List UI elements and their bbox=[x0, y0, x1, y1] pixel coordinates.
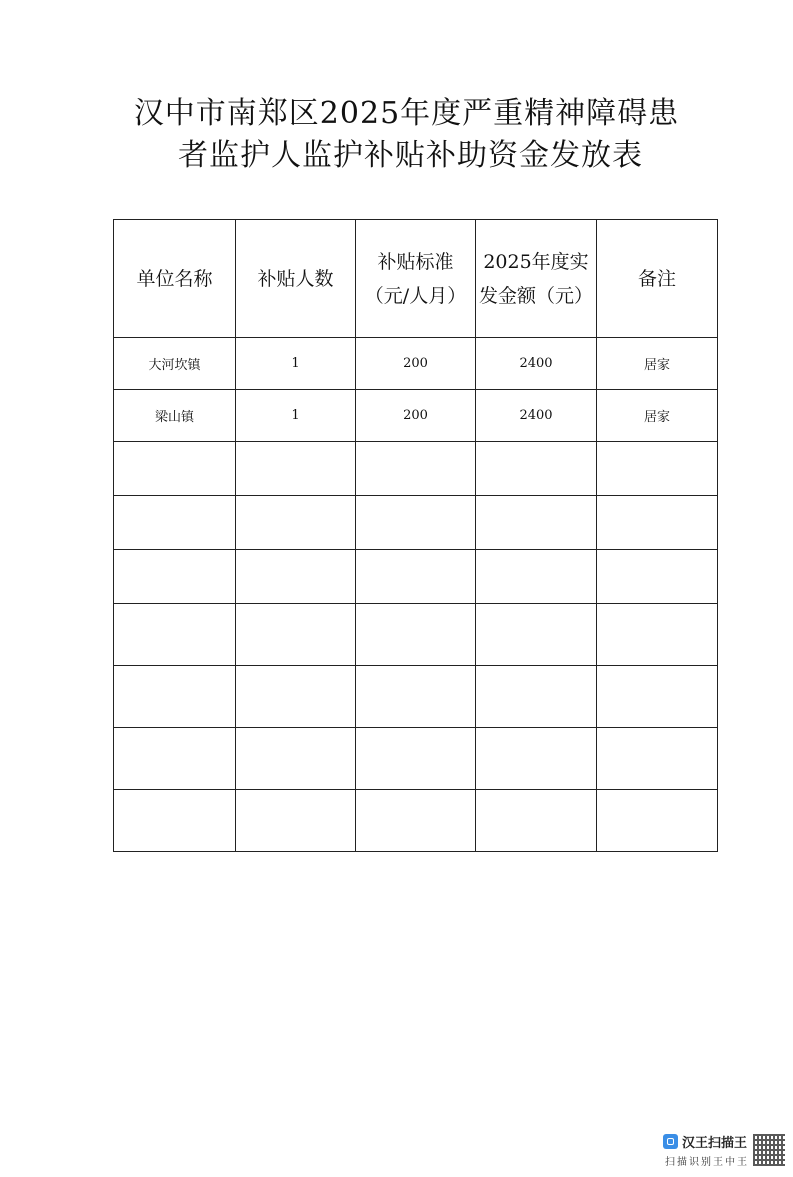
header-actual-amount-line1: 2025年度实 bbox=[483, 250, 589, 273]
empty-cell bbox=[597, 666, 718, 728]
cell-unit-name: 大河坎镇 bbox=[114, 338, 236, 390]
empty-cell bbox=[114, 496, 236, 550]
empty-cell bbox=[236, 604, 356, 666]
empty-cell bbox=[597, 442, 718, 496]
empty-cell bbox=[597, 496, 718, 550]
scanner-watermark bbox=[663, 1134, 787, 1168]
empty-cell bbox=[114, 550, 236, 604]
cell-subsidy-count: 1 bbox=[236, 338, 356, 390]
header-subsidy-count-text: 补贴人数 bbox=[257, 267, 334, 290]
empty-cell bbox=[236, 790, 356, 852]
empty-table-row bbox=[114, 790, 718, 852]
header-unit-name-text: 单位名称 bbox=[136, 267, 213, 290]
empty-cell bbox=[236, 666, 356, 728]
empty-cell bbox=[356, 790, 476, 852]
empty-cell bbox=[356, 604, 476, 666]
header-subsidy-standard-line2: （元/人月） bbox=[364, 284, 467, 307]
empty-cell bbox=[356, 496, 476, 550]
subsidy-table bbox=[113, 219, 718, 852]
header-subsidy-standard bbox=[356, 220, 476, 338]
document-title-line1: 汉中市南郑区2025年度严重精神障碍患 bbox=[133, 96, 680, 131]
cell-subsidy-count: 1 bbox=[236, 390, 356, 442]
empty-cell bbox=[476, 604, 597, 666]
scanner-logo-icon bbox=[663, 1134, 678, 1149]
empty-cell bbox=[114, 666, 236, 728]
empty-cell bbox=[114, 728, 236, 790]
table-row bbox=[114, 390, 718, 442]
header-remarks bbox=[597, 220, 718, 338]
empty-cell bbox=[476, 666, 597, 728]
header-remarks-text: 备注 bbox=[637, 267, 676, 290]
empty-table-row bbox=[114, 728, 718, 790]
qr-code-icon bbox=[753, 1134, 785, 1166]
cell-remarks: 居家 bbox=[597, 338, 718, 390]
empty-cell bbox=[114, 790, 236, 852]
empty-table-row bbox=[114, 604, 718, 666]
empty-cell bbox=[236, 496, 356, 550]
table-row bbox=[114, 338, 718, 390]
empty-cell bbox=[236, 550, 356, 604]
watermark-brand: 汉王扫描王 bbox=[682, 1136, 748, 1151]
cell-actual-amount: 2400 bbox=[476, 390, 597, 442]
empty-cell bbox=[476, 550, 597, 604]
empty-cell bbox=[597, 604, 718, 666]
header-subsidy-standard-line1: 补贴标准 bbox=[377, 250, 454, 273]
cell-unit-name: 梁山镇 bbox=[114, 390, 236, 442]
empty-cell bbox=[597, 550, 718, 604]
empty-cell bbox=[356, 728, 476, 790]
watermark-slogan: 扫描识别王中王 bbox=[665, 1157, 749, 1168]
empty-cell bbox=[236, 442, 356, 496]
empty-cell bbox=[114, 604, 236, 666]
empty-cell bbox=[236, 728, 356, 790]
empty-cell bbox=[356, 550, 476, 604]
header-unit-name bbox=[114, 220, 236, 338]
table-header-row bbox=[114, 220, 718, 338]
header-actual-amount-line2: 发金额（元） bbox=[478, 284, 593, 307]
empty-table-row bbox=[114, 496, 718, 550]
empty-cell bbox=[356, 666, 476, 728]
cell-subsidy-standard: 200 bbox=[356, 390, 476, 442]
empty-table-row bbox=[114, 666, 718, 728]
empty-cell bbox=[476, 442, 597, 496]
empty-table-row bbox=[114, 550, 718, 604]
cell-subsidy-standard: 200 bbox=[356, 338, 476, 390]
empty-cell bbox=[114, 442, 236, 496]
header-subsidy-count bbox=[236, 220, 356, 338]
empty-cell bbox=[476, 728, 597, 790]
document-title-line2: 者监护人监护补贴补助资金发放表 bbox=[178, 138, 643, 173]
empty-cell bbox=[476, 790, 597, 852]
empty-cell bbox=[476, 496, 597, 550]
cell-actual-amount: 2400 bbox=[476, 338, 597, 390]
header-actual-amount bbox=[476, 220, 597, 338]
empty-table-row bbox=[114, 442, 718, 496]
cell-remarks: 居家 bbox=[597, 390, 718, 442]
empty-cell bbox=[356, 442, 476, 496]
empty-cell bbox=[597, 790, 718, 852]
empty-cell bbox=[597, 728, 718, 790]
